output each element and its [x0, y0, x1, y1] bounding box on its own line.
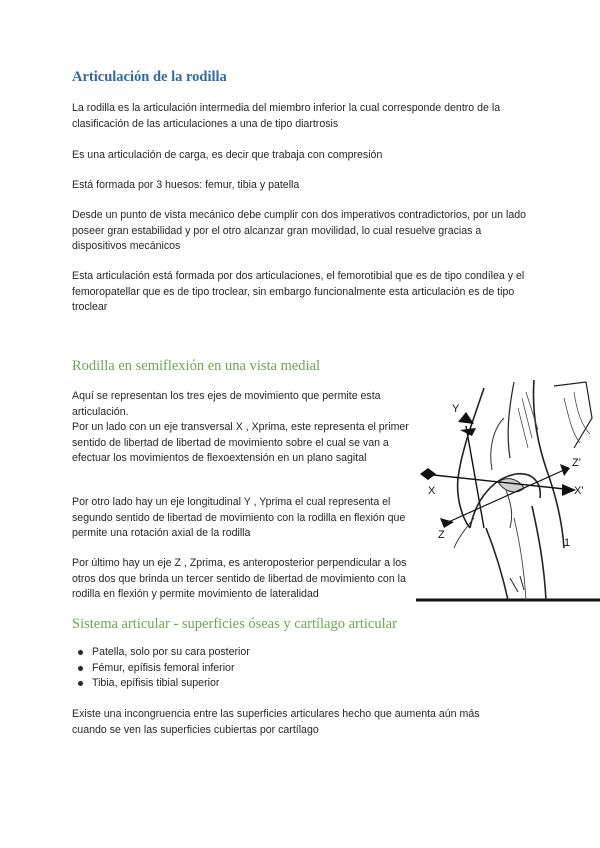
paragraph-axis-z: Por último hay un eje Z , Zprima, es anteroposterior perpendicular a los otros dos que brinda un tercer sentido de libertad de movimiento con la rodilla en flexión y permite movimiento de lateralidad: [72, 557, 407, 600]
section-title-semiflexion: Rodilla en semiflexión en una vista medial: [72, 358, 321, 374]
paragraph-axis-y: Por otro lado hay un eje longitudinal Y , Yprima el cual representa el segundo sentido de libertad de movimiento con la rodilla en flexión que permite una rotación axial de la rodilla: [72, 496, 406, 539]
paragraph-mechanical: Desde un punto de vista mecánico debe cumplir con dos imperativos contradictorios, por un lado poseer gran estabilidad y por el otro alcanzar gran movilidad, lo cual resuelve gracias a dispositivos mecánicos: [72, 209, 527, 252]
label-z-prime: Z': [572, 457, 581, 469]
paragraph-load-joint: Es una articulación de carga, es decir que trabaja con compresión: [72, 149, 383, 161]
paragraph-knee-definition: La rodilla es la articulación intermedia del miembro inferior la cual corresponde dentro de la clasificación de las articulaciones a una de tipo diartrosis: [72, 102, 501, 130]
label-y: Y: [452, 403, 460, 415]
label-z: Z: [438, 529, 445, 541]
label-x: X: [428, 485, 436, 497]
paragraph-bones: Está formada por 3 huesos: femur, tibia y patella: [72, 179, 300, 191]
section-title-knee-joint: Articulación de la rodilla: [72, 69, 227, 85]
paragraph-axis-x: Aquí se representan los tres ejes de movimiento que permite esta articulación. Por un lado con un eje transversal X , Xprima, este representa el primer sentido de libertad de libertad de movimiento sobre el cual se van a efectuar los movimientos de flexoextensión en un plano sagital: [72, 390, 409, 464]
bone-surfaces-list: [72, 645, 250, 692]
knee-axes-illustration: [414, 378, 600, 606]
list-item: Patella, solo por su cara posterior: [72, 645, 250, 661]
list-item: Fémur, epífisis femoral inferior: [72, 661, 250, 677]
section-title-articular-system: Sistema articular - superficies óseas y cartílago articular: [72, 616, 397, 632]
label-x-prime: X': [574, 485, 584, 497]
label-one: 1: [564, 537, 571, 549]
paragraph-two-joints: Esta articulación está formada por dos articulaciones, el femorotibial que es de tipo condílea y el femoropatellar que es de tipo troclear, sin embargo funcionalmente esta articulación es de tipo troclear: [72, 270, 525, 313]
paragraph-incongruence: Existe una incongruencia entre las superficies articulares hecho que aumenta aún más cuando se ven las superficies cubiertas por cartílago: [72, 708, 480, 736]
list-item: Tibia, epífisis tibial superior: [72, 676, 250, 692]
